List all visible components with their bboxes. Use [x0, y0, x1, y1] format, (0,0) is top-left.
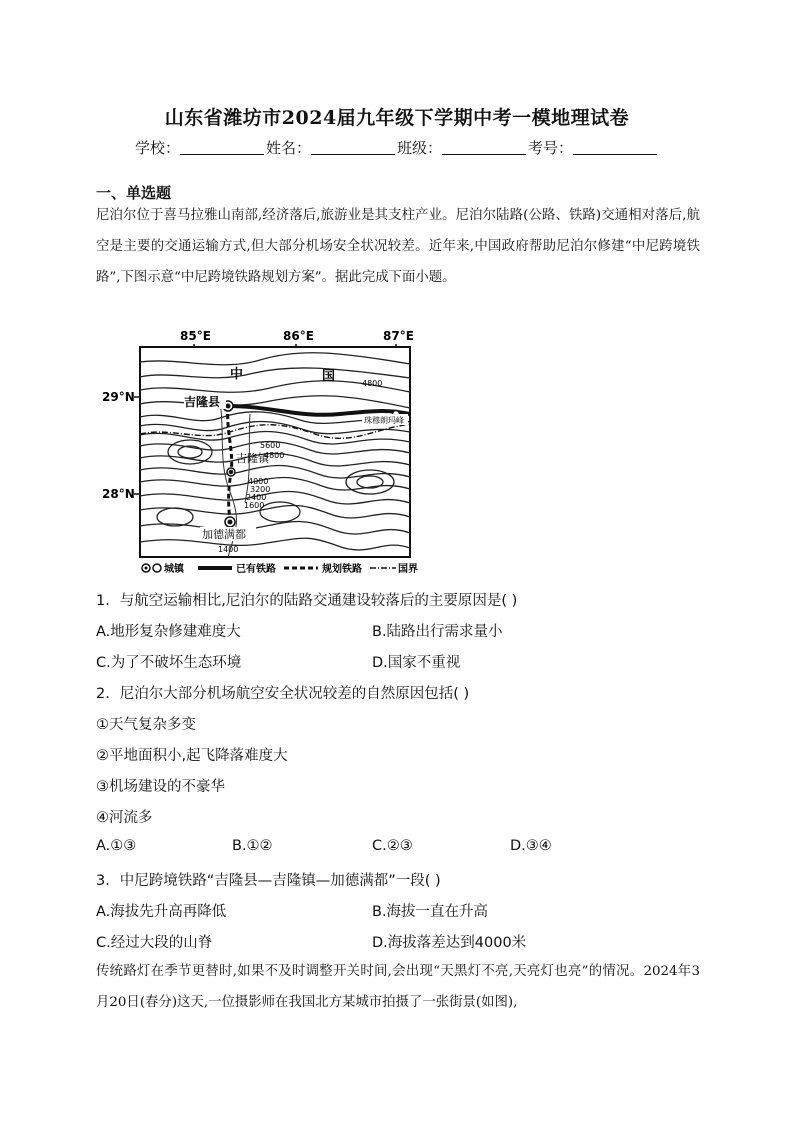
- q2-item-4: ④河流多: [96, 810, 153, 826]
- q2-item-2: ②平地面积小,起飞降落难度大: [96, 748, 288, 764]
- contour-label: 1400: [218, 545, 239, 554]
- q2-item-1: ①天气复杂多变: [96, 717, 196, 733]
- question-3-stem: 3．中尼跨境铁路“吉隆县—吉隆镇—加德满都”一段( ): [96, 873, 441, 889]
- contour-label: 2400: [246, 493, 267, 502]
- q2-option-c[interactable]: C.②③: [372, 838, 413, 854]
- exam-no-blank[interactable]: [573, 140, 657, 155]
- class-blank[interactable]: [442, 140, 526, 155]
- lat-label: 28°N: [102, 487, 135, 501]
- lon-label: 85°E: [180, 329, 211, 343]
- place-label: 珠穆朗玛峰: [364, 416, 404, 425]
- contour-label: 3200: [250, 485, 271, 494]
- place-label: 吉隆镇: [236, 452, 269, 465]
- contour-label: 4800: [264, 451, 285, 460]
- q3-option-a[interactable]: A.海拔先升高再降低: [96, 904, 227, 920]
- place-label: 吉隆县: [184, 395, 221, 409]
- question-2-stem: 2．尼泊尔大部分机场航空安全状况较差的自然原因包括( ): [96, 686, 470, 702]
- exam-no-label: 考号：: [528, 139, 574, 157]
- school-label: 学校：: [134, 139, 180, 157]
- lon-label: 87°E: [383, 329, 414, 343]
- q3-option-c[interactable]: C.经过大段的山脊: [96, 935, 213, 951]
- lon-label: 86°E: [283, 329, 314, 343]
- contour-label: 5600: [260, 441, 281, 450]
- country-label: 中: [230, 367, 244, 382]
- contour-label: 4800: [362, 379, 383, 388]
- place-label: 加德满都: [202, 528, 246, 541]
- q2-option-a[interactable]: A.①③: [96, 838, 137, 854]
- q2-option-d[interactable]: D.③④: [510, 838, 552, 854]
- passage-2: 传统路灯在季节更替时,如果不及时调整开关时间,会出现“天黑灯不亮,天亮灯也亮”的情况。2024年3月20日(春分)这天,一位摄影师在我国北方某城市拍摄了一张街景(如图),: [96, 964, 700, 1010]
- q1-option-d[interactable]: D.国家不重视: [372, 655, 461, 671]
- legend-label: 规划铁路: [322, 564, 362, 575]
- legend-label: 城镇: [164, 564, 184, 575]
- passage-1: 尼泊尔位于喜马拉雅山南部,经济落后,旅游业是其支柱产业。尼泊尔陆路(公路、铁路)交通相对落后,航空是主要的交通运输方式,但大部分机场安全状况较差。近年来,中国政府帮助尼泊尔修建“中尼跨境铁路”,下图示意“中尼跨境铁路规划方案”。据此完成下面小题。: [96, 208, 700, 285]
- contour-label: 1600: [244, 501, 265, 510]
- legend-label: 已有铁路: [236, 564, 276, 575]
- q3-option-b[interactable]: B.海拔一直在升高: [372, 904, 489, 920]
- class-label: 班级：: [397, 139, 443, 157]
- q1-option-c[interactable]: C.为了不破坏生态环境: [96, 655, 242, 671]
- question-1-stem: 1．与航空运输相比,尼泊尔的陆路交通建设较落后的主要原因是( ): [96, 593, 518, 609]
- name-label: 姓名：: [265, 139, 311, 157]
- country-label: 国: [322, 369, 336, 384]
- legend-label: 国界: [398, 564, 418, 575]
- q2-option-b[interactable]: B.①②: [232, 838, 273, 854]
- name-blank[interactable]: [311, 140, 395, 155]
- map-legend: [142, 562, 418, 575]
- q1-option-b[interactable]: B.陆路出行需求量小: [372, 624, 503, 640]
- railway-map: [100, 322, 430, 578]
- q2-item-3: ③机场建设的不豪华: [96, 779, 225, 795]
- page-title: 山东省潍坊市2024届九年级下学期中考一模地理试卷: [164, 107, 630, 129]
- contour-label: 4000: [248, 477, 269, 486]
- section-title: 一、单选题: [96, 184, 172, 202]
- header-fields: [0, 137, 794, 158]
- q3-option-d[interactable]: D.海拔落差达到4000米: [372, 935, 527, 951]
- q1-option-a[interactable]: A.地形复杂修建难度大: [96, 624, 241, 640]
- lat-label: 29°N: [102, 390, 135, 404]
- school-blank[interactable]: [180, 140, 264, 155]
